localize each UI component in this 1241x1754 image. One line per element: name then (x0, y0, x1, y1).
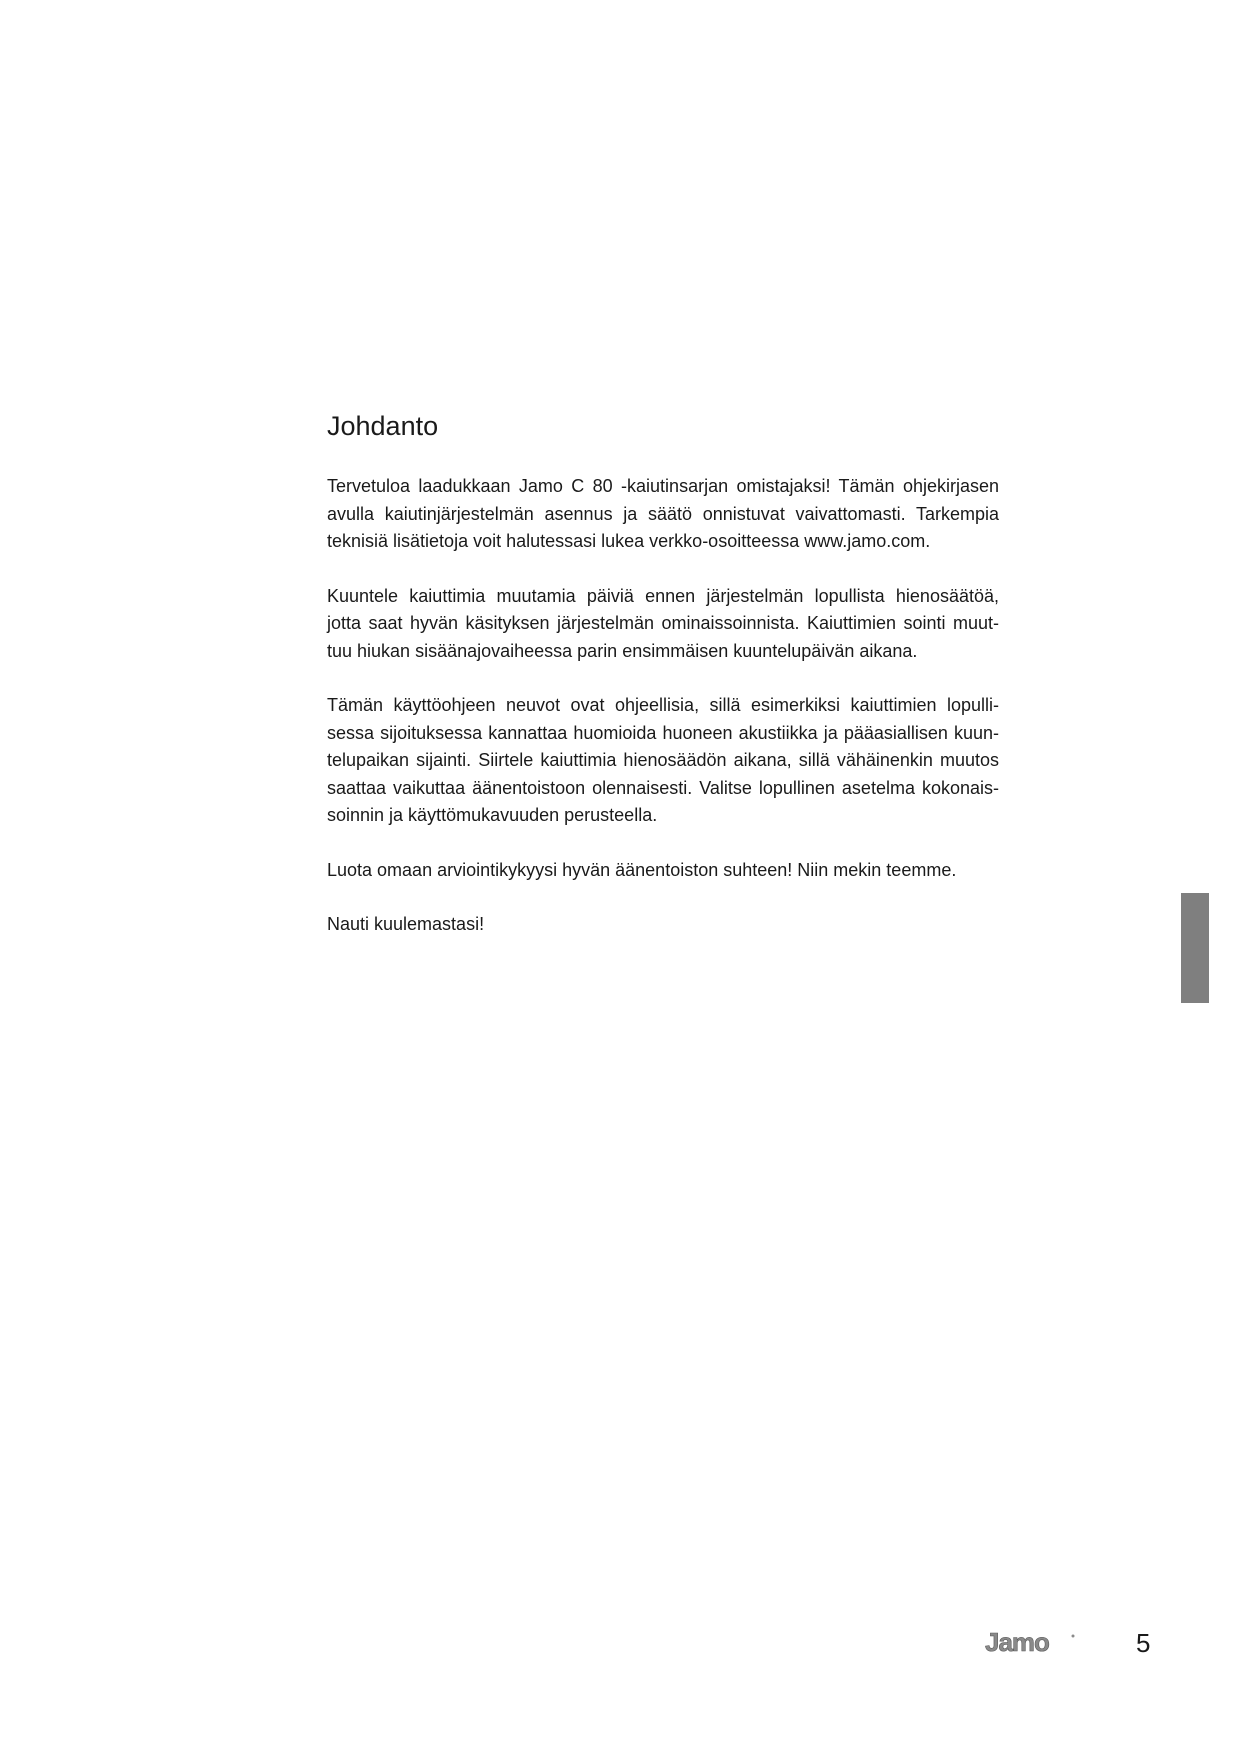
page-content (327, 408, 999, 966)
paragraph-welcome (327, 473, 999, 556)
page-number: 5 (1136, 1628, 1151, 1658)
text-line: tuu hiukan sisäänajovaiheessa parin ensimmäisen kuuntelupäivän aikana. (327, 640, 918, 661)
text-line: Nauti kuulemastasi! (327, 914, 485, 934)
text-line: saattaa vaikuttaa äänentoistoon olennaisesti. Valitse lopullinen asetelma kokonais- (327, 777, 999, 798)
text-line: Kuuntele kaiuttimia muutamia päiviä ennen järjestelmän lopullista hienosäätöä, (327, 585, 999, 606)
text-line: jotta saat hyvän käsityksen järjestelmän ominaissoinnista. Kaiuttimien sointi muut- (327, 613, 999, 633)
paragraph-listen (327, 583, 999, 666)
paragraph-trust (327, 857, 999, 885)
paragraph-enjoy (327, 911, 999, 939)
text-line: Luota omaan arviointikykyysi hyvän äänentoiston suhteen! Niin mekin teemme. (327, 859, 957, 880)
text-line: avulla kaiutinjärjestelmän asennus ja säätö onnistuvat vaivattomasti. Tarkempia (327, 503, 999, 524)
paragraph-guidance (327, 692, 999, 830)
chapter-side-tab (1181, 893, 1209, 1003)
svg-text:Jamo: Jamo (985, 1628, 1049, 1657)
text-line: Tervetuloa laadukkaan Jamo C 80 -kaiutinsarjan omistajaksi! Tämän ohjekirjasen (327, 476, 999, 496)
page-title: Johdanto (327, 411, 439, 441)
text-line: soinnin ja käyttömukavuuden perusteella. (327, 805, 658, 825)
text-line: sessa sijoituksessa kannattaa huomioida huoneen akustiikka ja pääasiallisen kuun- (327, 722, 999, 743)
jamo-logo (983, 1628, 1083, 1658)
text-line: Tämän käyttöohjeen neuvot ovat ohjeellisia, sillä esimerkiksi kaiuttimien lopulli- (327, 695, 999, 715)
text-line: teknisiä lisätietoja voit halutessasi lukea verkko-osoitteessa www.jamo.com. (327, 531, 931, 551)
text-line: telupaikan sijainti. Siirtele kaiuttimia hienosäädön aikana, sillä vähäinenkin muutos (327, 750, 999, 770)
